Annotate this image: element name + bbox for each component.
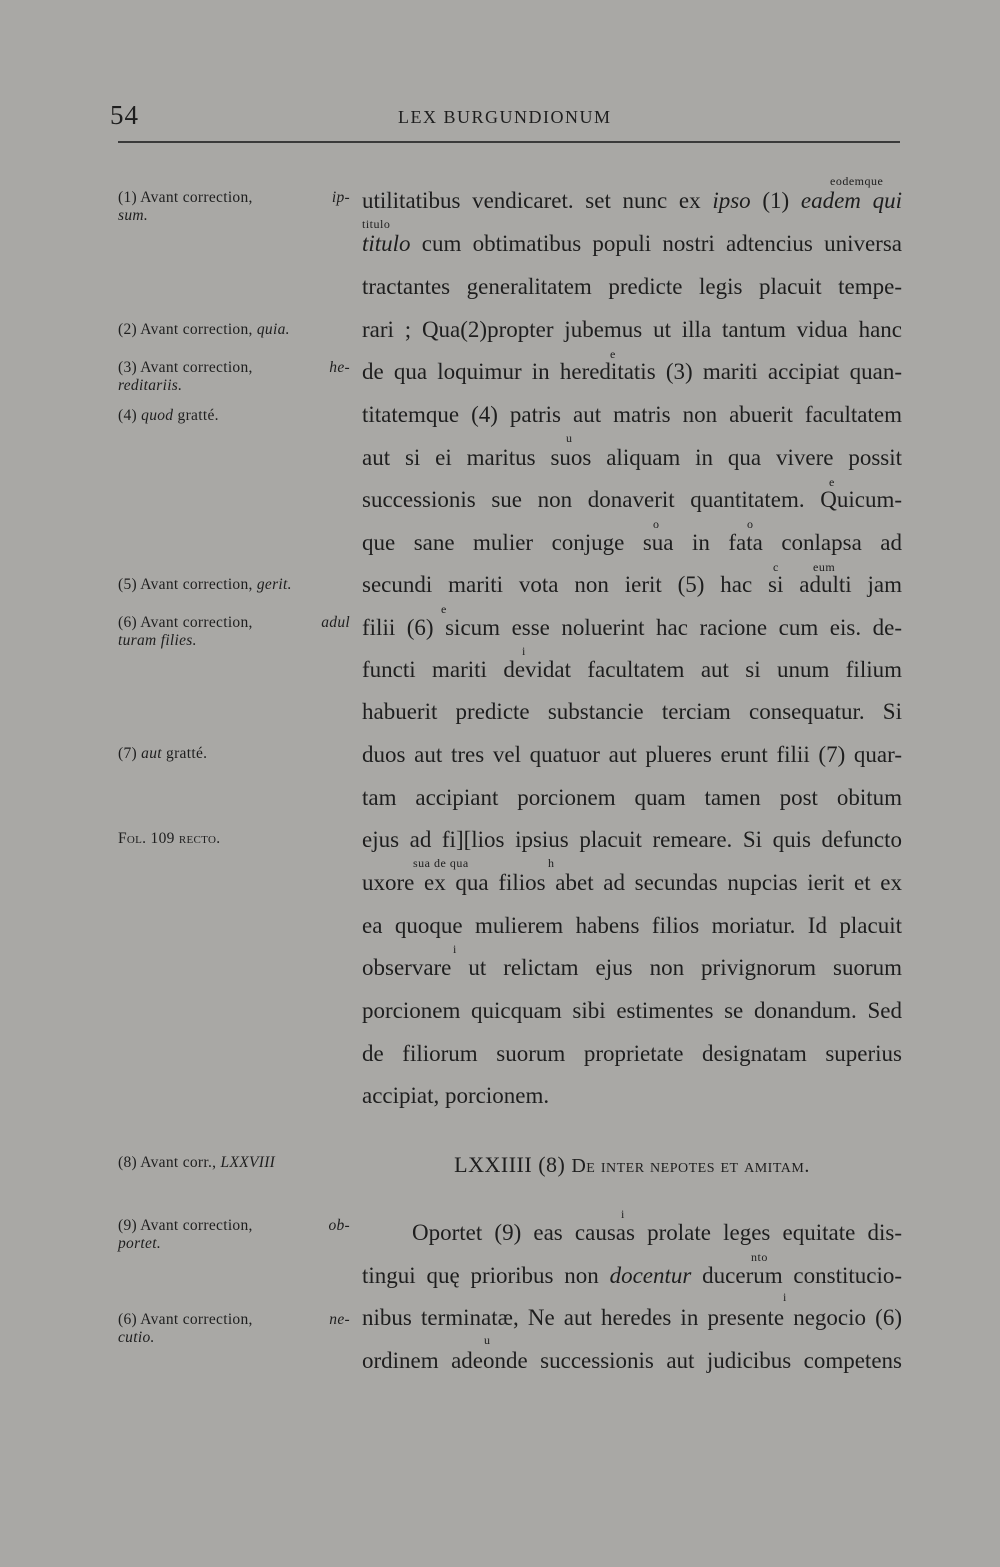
correction-i: i bbox=[783, 1290, 787, 1304]
text-line: titulo cum obtimatibus populi nostri adtencius universa bbox=[362, 231, 902, 256]
correction-eodemque: eodemque bbox=[830, 174, 884, 188]
folio-note: Fol. 109 recto. bbox=[118, 830, 221, 847]
margin-note-7: (7) aut gratté. bbox=[118, 745, 208, 762]
text-line: tam accipiant porcionem quam tamen post obitum bbox=[362, 785, 902, 810]
margin-note-1: (1) Avant correction, ip- sum. bbox=[118, 189, 350, 224]
text-line: de filiorum suorum proprietate designatam superius bbox=[362, 1041, 902, 1066]
margin-note-2: (2) Avant correction, quia. bbox=[118, 321, 290, 338]
page-number: 54 bbox=[110, 100, 139, 130]
text-line: functi mariti devidat facultatem aut si unum filium bbox=[362, 657, 902, 682]
correction-i: i bbox=[453, 942, 457, 956]
correction-sua-de-qua: sua de qua bbox=[413, 856, 469, 870]
text-line: nibus terminatæ, Ne aut heredes in presente negocio (6) bbox=[362, 1305, 902, 1330]
text-line: tractantes generalitatem predicte legis placuit tempe- bbox=[362, 274, 902, 299]
correction-i: i bbox=[621, 1207, 625, 1221]
text-line: observare ut relictam ejus non privignorum suorum bbox=[362, 955, 902, 980]
correction-u: u bbox=[566, 431, 573, 445]
correction-nto: nto bbox=[751, 1250, 768, 1264]
margin-note-5: (5) Avant correction, gerit. bbox=[118, 576, 292, 593]
correction-i: i bbox=[522, 644, 526, 658]
text-line: ea quoque mulierem habens filios moriatur. Id placuit bbox=[362, 913, 902, 938]
text-line: que sane mulier conjuge sua in fata conlapsa ad bbox=[362, 530, 902, 555]
text-line: aut si ei maritus suos aliquam in qua vivere possit bbox=[362, 445, 902, 470]
margin-note-3: (3) Avant correction, he- reditariis. bbox=[118, 359, 350, 394]
correction-u: u bbox=[484, 1333, 491, 1347]
text-line: porcionem quicquam sibi estimentes se donandum. Sed bbox=[362, 998, 902, 1023]
text-line: successionis sue non donaverit quantitatem. Quicum- bbox=[362, 487, 902, 512]
text-line: secundi mariti vota non ierit (5) hac si adulti jam bbox=[362, 572, 902, 597]
text-line: habuerit predicte substancie terciam consequatur. Si bbox=[362, 699, 902, 724]
correction-e: e bbox=[610, 347, 616, 361]
chapter-heading: LXXIIII (8) De inter nepotes et amitam. bbox=[454, 1152, 810, 1177]
correction-eum: eum bbox=[813, 560, 836, 574]
correction-e: e bbox=[829, 475, 835, 489]
text-line: ejus ad fi][lios ipsius placuit remeare. Si quis defuncto bbox=[362, 827, 902, 852]
text-line: de qua loquimur in hereditatis (3) mariti accipiat quan- bbox=[362, 359, 902, 384]
correction-c: c bbox=[773, 560, 779, 574]
page-header bbox=[0, 0, 1000, 150]
text-line: duos aut tres vel quatuor aut plueres erunt filii (7) quar- bbox=[362, 742, 902, 767]
text-line: filii (6) sicum esse noluerint hac racione cum eis. de- bbox=[362, 615, 902, 640]
text-line: accipiat, porcionem. bbox=[362, 1083, 550, 1108]
correction-o: o bbox=[747, 517, 754, 531]
correction-h: h bbox=[548, 856, 555, 870]
text-line: tingui quę prioribus non docentur ducerum constitucio- bbox=[362, 1263, 902, 1288]
text-line: Oportet (9) eas causas prolate leges equitate dis- bbox=[412, 1220, 902, 1245]
text-line: utilitatibus vendicaret. set nunc ex ipso (1) eadem qui bbox=[362, 188, 902, 213]
margin-note-4: (4) quod gratté. bbox=[118, 407, 219, 424]
margin-note-8: (8) Avant corr., LXXVIII bbox=[118, 1154, 276, 1171]
correction-titulo: titulo bbox=[362, 217, 391, 231]
running-title: LEX BURGUNDIONUM bbox=[398, 107, 612, 127]
margin-note-6: (6) Avant correction, adul turam filies. bbox=[118, 614, 350, 649]
text-line: titatemque (4) patris aut matris non abuerit facultatem bbox=[362, 402, 902, 427]
correction-e: e bbox=[441, 602, 447, 616]
text-line: uxore ex qua filios abet ad secundas nupcias ierit et ex bbox=[362, 870, 902, 895]
text-line: ordinem adeonde successionis aut judicibus competens bbox=[362, 1348, 902, 1373]
margin-note-9: (9) Avant correction, ob- portet. bbox=[118, 1217, 350, 1252]
margin-note-6b: (6) Avant correction, ne- cutio. bbox=[118, 1311, 350, 1346]
text-line: rari ; Qua(2)propter jubemus ut illa tantum vidua hanc bbox=[362, 317, 902, 342]
correction-o: o bbox=[653, 517, 660, 531]
header-rule bbox=[118, 141, 900, 143]
